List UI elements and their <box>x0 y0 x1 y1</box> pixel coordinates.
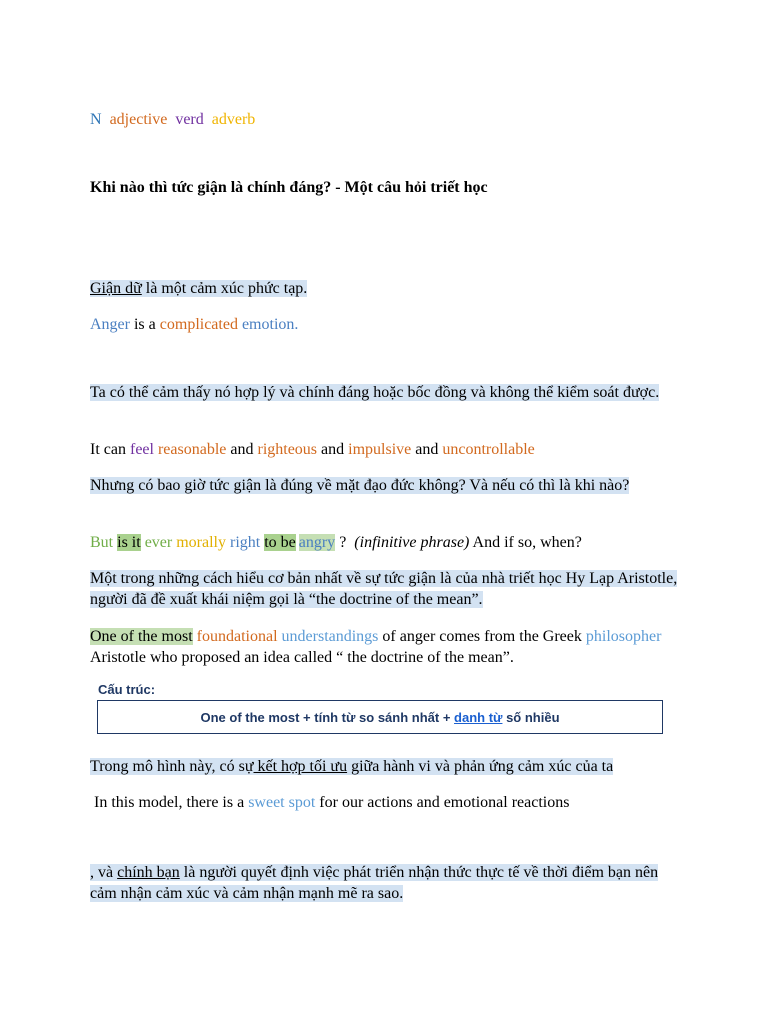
p2-english <box>90 439 535 460</box>
p2-vietnamese <box>90 382 690 403</box>
p6-vi-pre: , và <box>90 864 118 881</box>
word-complicated: complicated <box>159 316 238 333</box>
p2-en-and: and <box>317 441 349 458</box>
phrase-one-of-the-most: One of the most <box>90 628 193 645</box>
word-reasonable: reasonable <box>153 441 227 458</box>
word-ever: ever <box>144 534 173 551</box>
word-uncontrollable: uncontrollable <box>442 441 535 458</box>
p6-vi-underlined: chính bạn <box>117 864 180 881</box>
p2-en-and: and <box>411 441 443 458</box>
p3-vi-text: Nhưng có bao giờ tức giận là đúng về mặt đạo đức không? Và nếu có thì là khi nào? <box>90 477 630 494</box>
word-understandings: understandings <box>281 628 379 645</box>
legend <box>90 109 255 130</box>
word-anger: Anger <box>90 316 130 333</box>
p1-en-text: is a <box>129 316 160 333</box>
word-to-be: to be <box>264 534 296 551</box>
word-is-it: is it <box>117 534 141 551</box>
p6-vietnamese <box>90 862 670 904</box>
p5-en-pre: In this model, there is a <box>90 794 249 811</box>
p4-vietnamese <box>90 568 680 610</box>
infinitive-phrase-note: (infinitive phrase) <box>354 534 470 551</box>
word-sweet-spot: sweet spot <box>248 794 316 811</box>
p3-vietnamese <box>90 475 670 496</box>
word-angry: angry <box>298 534 336 551</box>
p2-en-and: and <box>226 441 258 458</box>
legend-verb: verd <box>175 111 204 128</box>
p5-english <box>90 792 569 813</box>
structure-formula-link[interactable]: danh từ <box>454 709 503 725</box>
p1-vi-underlined: Giận dữ <box>90 280 142 297</box>
p5-vi-underlined: kết hợp tối ưu <box>253 758 348 775</box>
p5-vi-pre: Trong mô hình này, có sự <box>90 758 254 775</box>
structure-formula-pre: One of the most + tính từ so sánh nhất + <box>200 709 455 725</box>
p4-english <box>90 626 680 668</box>
p2-vi-text: Ta có thể cảm thấy nó hợp lý và chính đáng hoặc bốc đồng và không thể kiểm soát được. <box>90 384 660 401</box>
legend-adverb: adverb <box>211 111 256 128</box>
legend-adjective: adjective <box>109 111 168 128</box>
structure-box <box>97 700 663 734</box>
p5-en-post: for our actions and emotional reactions <box>315 794 570 811</box>
p4-en-rest: Aristotle who proposed an idea called “ the doctrine of the mean”. <box>90 649 514 666</box>
page-title: Khi nào thì tức giận là chính đáng? - Một câu hỏi triết học <box>90 179 488 196</box>
word-righteous: righteous <box>257 441 318 458</box>
word-right: right <box>229 534 261 551</box>
p4-en-text: of anger comes from the Greek <box>378 628 586 645</box>
structure-label: Cấu trúc: <box>98 682 156 697</box>
p1-vi-rest: là một cảm xúc phức tạp. <box>141 280 308 297</box>
p6-vi-post: là người quyết định việc phát triển nhận thức thực tế về thời điểm bạn nên cảm nhận cảm xúc và cảm nhận mạnh mẽ ra sao. <box>90 864 659 902</box>
p1-english <box>90 314 298 335</box>
p3-english <box>90 532 582 553</box>
legend-noun: N <box>90 111 102 128</box>
word-foundational: foundational <box>196 628 278 645</box>
p5-vietnamese <box>90 756 613 777</box>
word-morally: morally <box>176 534 226 551</box>
word-impulsive: impulsive <box>348 441 412 458</box>
structure-formula-post: số nhiều <box>502 709 560 725</box>
word-philosopher: philosopher <box>585 628 662 645</box>
word-emotion: emotion. <box>237 316 299 333</box>
question-mark: ? <box>335 534 347 551</box>
p3-en-rest: And if so, when? <box>469 534 582 551</box>
p5-vi-post: giữa hành vi và phản ứng cảm xúc của ta <box>347 758 614 775</box>
p1-vietnamese <box>90 278 307 299</box>
p4-vi-text: Một trong những cách hiểu cơ bản nhất về sự tức giận là của nhà triết học Hy Lạp Aristotle, người đã đề xuất khái niệm gọi là “the doctrine of the mean”. <box>90 570 678 608</box>
p2-en-text: It can <box>90 441 130 458</box>
word-but: But <box>90 534 114 551</box>
word-feel: feel <box>129 441 154 458</box>
